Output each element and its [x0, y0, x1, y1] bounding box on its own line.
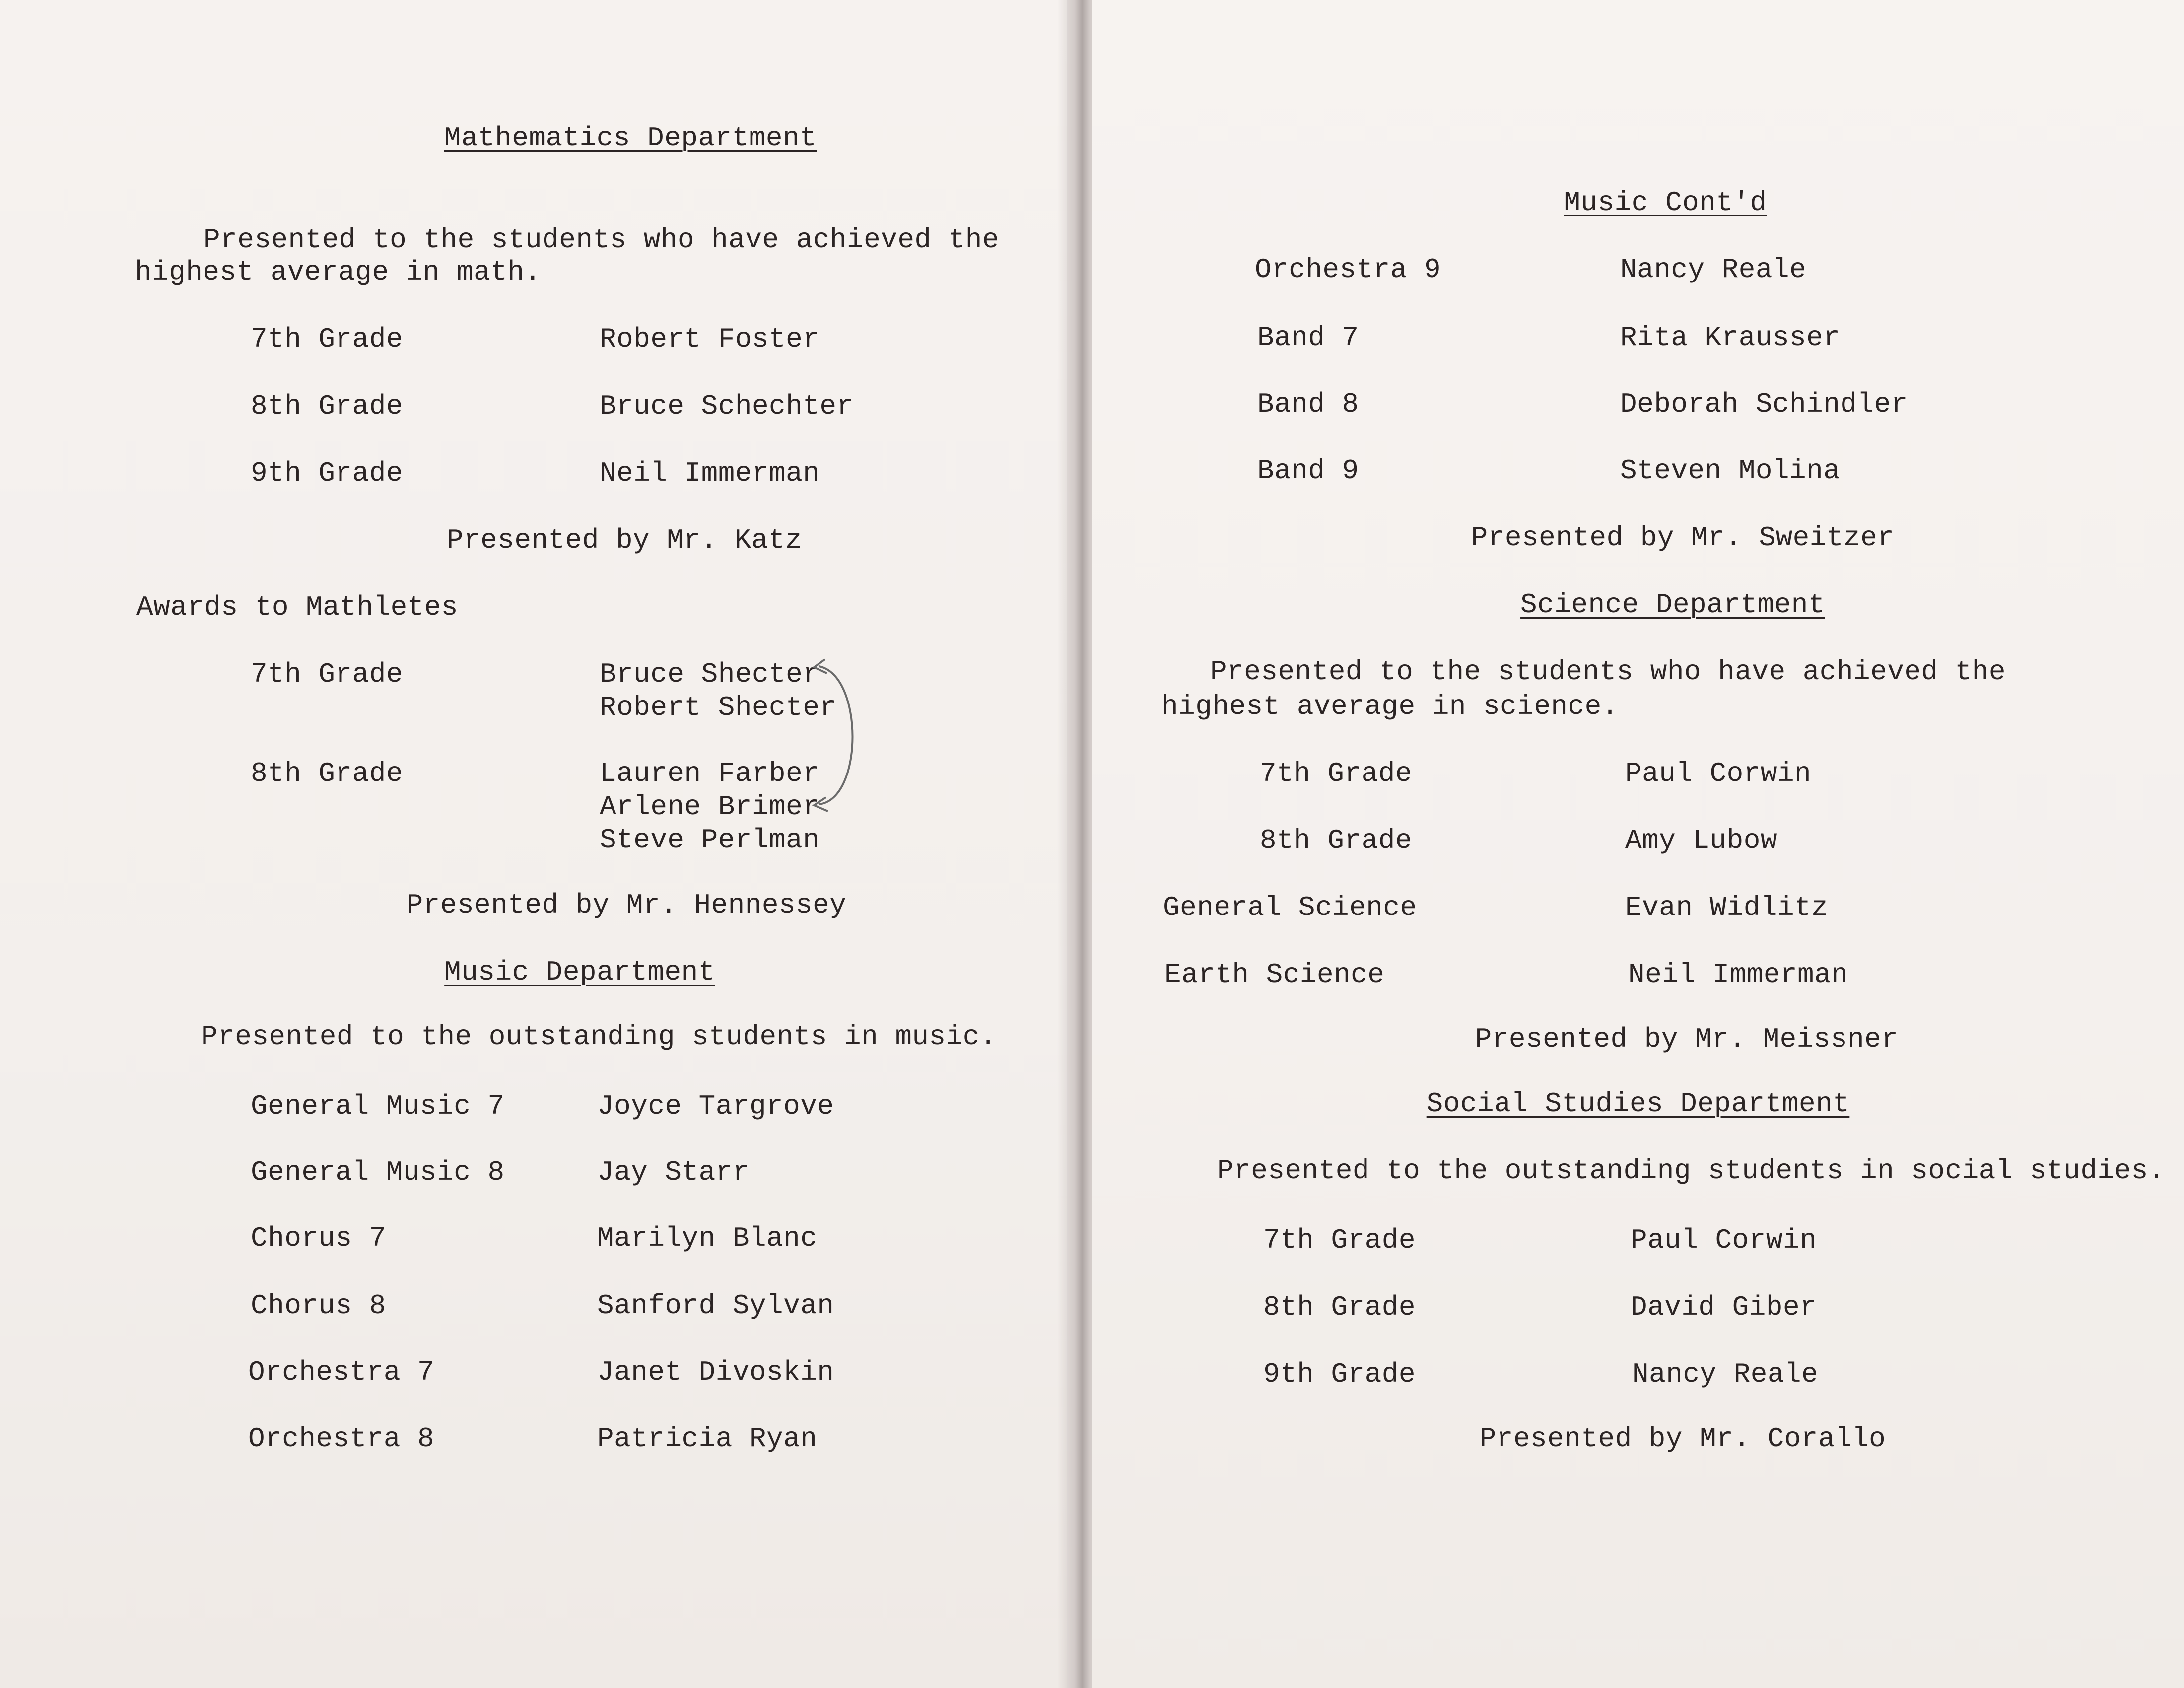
- left-page: [0, 0, 1067, 1688]
- science-grade-label: 7th Grade: [1260, 758, 1412, 789]
- mathlete-name: Bruce Shecter: [600, 658, 820, 690]
- science-winner-name: Evan Widlitz: [1625, 892, 1829, 923]
- music-heading: Music Department: [444, 956, 715, 988]
- mathletes-grade-7: 7th Grade: [251, 658, 403, 690]
- mathlete-name: Robert Shecter: [600, 692, 837, 723]
- music-category: Orchestra 8: [248, 1423, 435, 1455]
- science-intro-line2: highest average in science.: [1161, 691, 1619, 722]
- science-winner-name: Paul Corwin: [1625, 758, 1812, 789]
- science-grade-label: 8th Grade: [1260, 825, 1412, 856]
- right-page: [1092, 0, 2184, 1688]
- math-presenter: Presented by Mr. Katz: [446, 524, 803, 556]
- social-winner-name: Paul Corwin: [1631, 1224, 1817, 1256]
- math-grade-label: 8th Grade: [251, 390, 403, 422]
- music-category: Orchestra 9: [1255, 254, 1441, 285]
- mathletes-presenter: Presented by Mr. Hennessey: [406, 889, 847, 921]
- mathlete-name: Lauren Farber: [600, 758, 820, 789]
- math-winner-name: Bruce Schechter: [600, 390, 854, 422]
- music-category: Band 8: [1257, 388, 1359, 420]
- music-category: General Music 8: [251, 1156, 505, 1188]
- science-intro-line1: Presented to the students who have achieved the: [1210, 656, 2006, 688]
- social-grade-label: 7th Grade: [1263, 1224, 1416, 1256]
- science-winner-name: Amy Lubow: [1625, 825, 1777, 856]
- mathletes-heading: Awards to Mathletes: [136, 591, 459, 623]
- pencil-bracket-mark: [804, 655, 874, 819]
- social-winner-name: Nancy Reale: [1632, 1358, 1819, 1390]
- social-grade-label: 8th Grade: [1263, 1291, 1416, 1323]
- music-category: Chorus 8: [251, 1290, 386, 1322]
- social-winner-name: David Giber: [1631, 1291, 1817, 1323]
- math-heading: Mathematics Department: [444, 122, 817, 154]
- mathletes-grade-8: 8th Grade: [251, 758, 403, 789]
- mathlete-name: Arlene Brimer: [600, 791, 820, 823]
- music-contd-presenter: Presented by Mr. Sweitzer: [1471, 522, 1895, 554]
- music-winner-name: Patricia Ryan: [597, 1423, 818, 1455]
- science-heading: Science Department: [1520, 589, 1825, 621]
- music-category: Band 7: [1257, 322, 1359, 353]
- math-winner-name: Robert Foster: [600, 323, 820, 355]
- math-intro-line1: Presented to the students who have achieved the: [204, 224, 999, 256]
- music-winner-name: Sanford Sylvan: [597, 1290, 834, 1322]
- math-grade-label: 9th Grade: [251, 457, 403, 489]
- mathlete-name: Steve Perlman: [600, 824, 820, 856]
- music-winner-name: Steven Molina: [1620, 455, 1841, 487]
- music-category: Band 9: [1257, 455, 1359, 487]
- social-studies-presenter: Presented by Mr. Corallo: [1479, 1423, 1886, 1455]
- math-winner-name: Neil Immerman: [600, 457, 820, 489]
- science-grade-label: Earth Science: [1164, 959, 1385, 990]
- social-grade-label: 9th Grade: [1263, 1358, 1416, 1390]
- math-intro-line2: highest average in math.: [135, 256, 542, 288]
- music-intro: Presented to the outstanding students in music.: [201, 1021, 997, 1053]
- science-winner-name: Neil Immerman: [1628, 959, 1848, 990]
- music-winner-name: Deborah Schindler: [1620, 388, 1908, 420]
- music-contd-heading: Music Cont'd: [1564, 187, 1767, 218]
- social-studies-intro: Presented to the outstanding students in social studies.: [1217, 1155, 2165, 1187]
- music-category: Orchestra 7: [248, 1356, 435, 1388]
- music-winner-name: Joyce Targrove: [597, 1090, 834, 1122]
- social-studies-heading: Social Studies Department: [1426, 1088, 1850, 1120]
- music-winner-name: Marilyn Blanc: [597, 1222, 818, 1254]
- music-winner-name: Nancy Reale: [1620, 254, 1807, 285]
- science-grade-label: General Science: [1163, 892, 1417, 923]
- music-winner-name: Rita Krausser: [1620, 322, 1841, 353]
- music-category: General Music 7: [251, 1090, 505, 1122]
- science-presenter: Presented by Mr. Meissner: [1475, 1023, 1899, 1055]
- math-grade-label: 7th Grade: [251, 323, 403, 355]
- music-category: Chorus 7: [251, 1222, 386, 1254]
- music-winner-name: Jay Starr: [597, 1156, 750, 1188]
- music-winner-name: Janet Divoskin: [597, 1356, 834, 1388]
